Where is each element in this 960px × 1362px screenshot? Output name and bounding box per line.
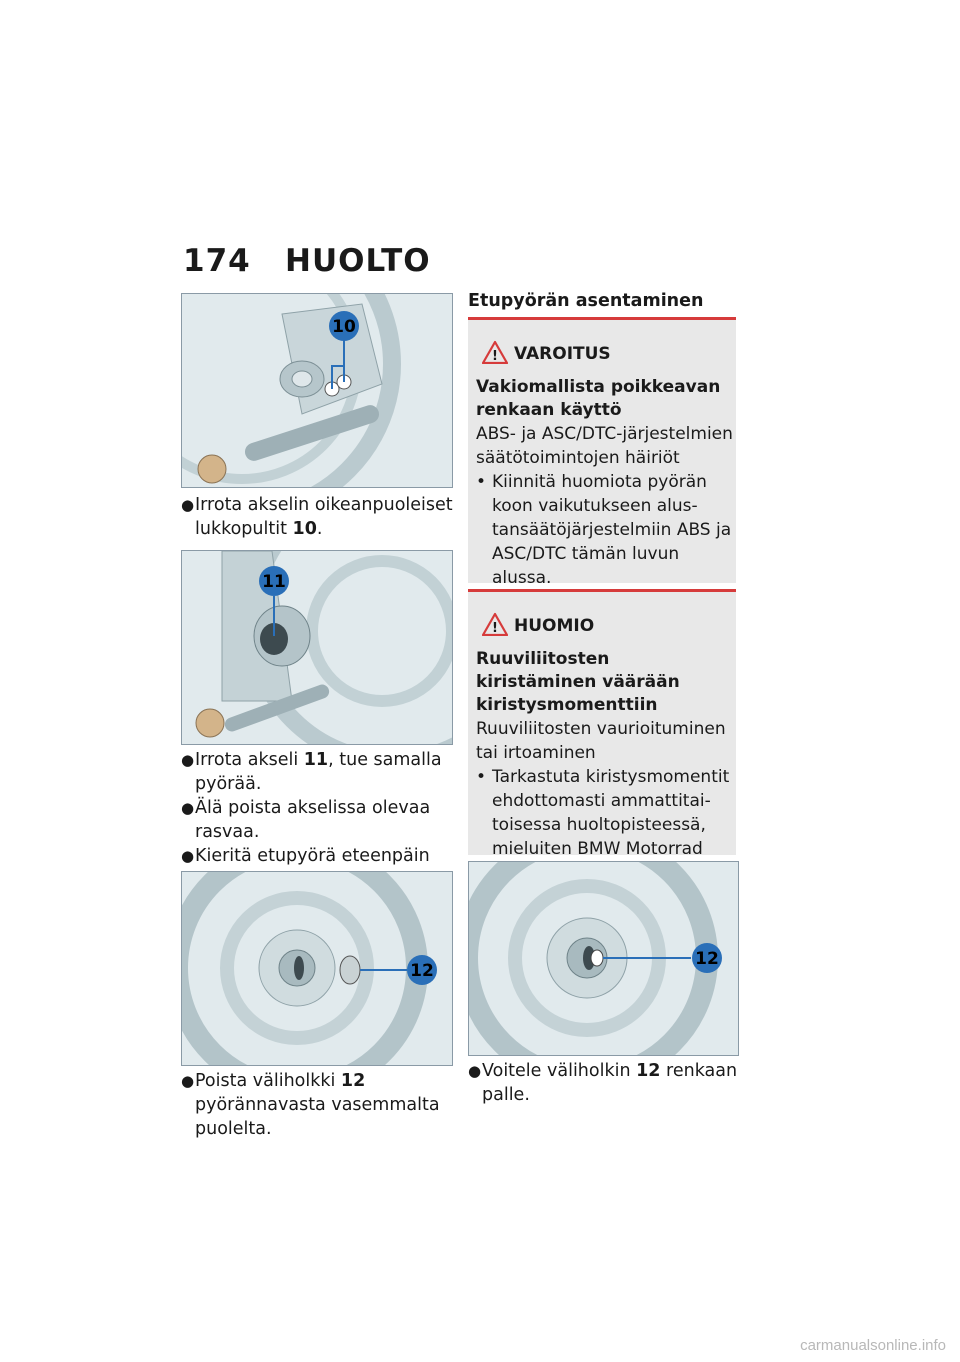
warning-title: Vakiomallista poikkeavan renkaan käyttö (476, 377, 721, 420)
list-item: ● Irrota akselin oikeanpuoleiset lukkopultit 10. (181, 495, 453, 539)
bullet-icon: ● (181, 751, 195, 769)
bullet-icon: ● (181, 799, 195, 817)
bullet-icon: ● (181, 496, 195, 514)
figure-spacer-right (468, 861, 739, 1056)
instruction-list (181, 1069, 456, 1141)
section-title: Etupyörän asentaminen (468, 291, 704, 311)
spacer-left-illustration (182, 872, 452, 1065)
axle-bolts-illustration (182, 294, 452, 487)
callout-number: 11 (262, 572, 286, 592)
warning-icon (482, 612, 508, 636)
page-title: HUOLTO (285, 243, 431, 279)
notice-text: Ruuviliitosten vaurioituminen tai irtoaminen (476, 719, 726, 763)
bullet-icon: • (476, 767, 487, 787)
figure-spacer-left (181, 871, 453, 1066)
callout-number: 12 (410, 961, 434, 981)
bullet-icon: ● (181, 1072, 195, 1090)
figure-axle-bolts (181, 293, 453, 488)
warning-icon (482, 340, 508, 364)
callout-number: 10 (332, 317, 356, 337)
bullet-icon: ● (468, 1062, 482, 1080)
bullet-icon: • (476, 472, 487, 492)
list-item: • Kiinnitä huomiota pyörän koon vaikutukseen alustansäätöjärjestelmiin ABS ja ASC/DTC tämän luvun alussa. (476, 472, 732, 588)
remove-axle-illustration (182, 551, 452, 744)
warning-label: VAROITUS (514, 344, 611, 364)
list-item: ● Kieritä etupyörä eteenpäin (181, 846, 430, 866)
svg-text:!: ! (492, 349, 498, 364)
warning-box (468, 317, 736, 588)
notice-content (476, 648, 734, 885)
notice-box (468, 589, 736, 859)
list-item: ● Älä poista akselissa olevaa rasvaa. (181, 798, 431, 842)
list-item: ● Irrota akseli 11, tue samalla pyörää. (181, 750, 442, 794)
bullet-icon: ● (181, 847, 195, 865)
notice-title: Ruuviliitosten kiristäminen väärään kiristysmomenttiin (476, 649, 680, 715)
instruction-list (468, 1059, 743, 1107)
notice-label: HUOMIO (514, 616, 595, 636)
list-item: • Tarkastuta kiristysmomentit ehdottomasti ammattitaitoisessa huoltopisteessä, mieluiten BMW Motorrad (476, 767, 730, 859)
warning-content (476, 376, 734, 590)
watermark: carmanualsonline.info (800, 1337, 946, 1354)
spacer-right-illustration (469, 862, 738, 1055)
callout-number: 12 (695, 949, 719, 969)
instruction-list (181, 493, 456, 541)
list-item: ● Poista väliholkki 12 pyörännavasta vasemmalta puolelta. (181, 1071, 440, 1139)
list-item: ● Voitele väliholkin 12 renkaan palle. (468, 1061, 738, 1105)
warning-text: ABS- ja ASC/DTC-järjestelmien säätötoimintojen häiriöt (476, 424, 733, 468)
figure-remove-axle (181, 550, 453, 745)
page-number: 174 (183, 243, 251, 279)
svg-text:!: ! (492, 621, 498, 636)
